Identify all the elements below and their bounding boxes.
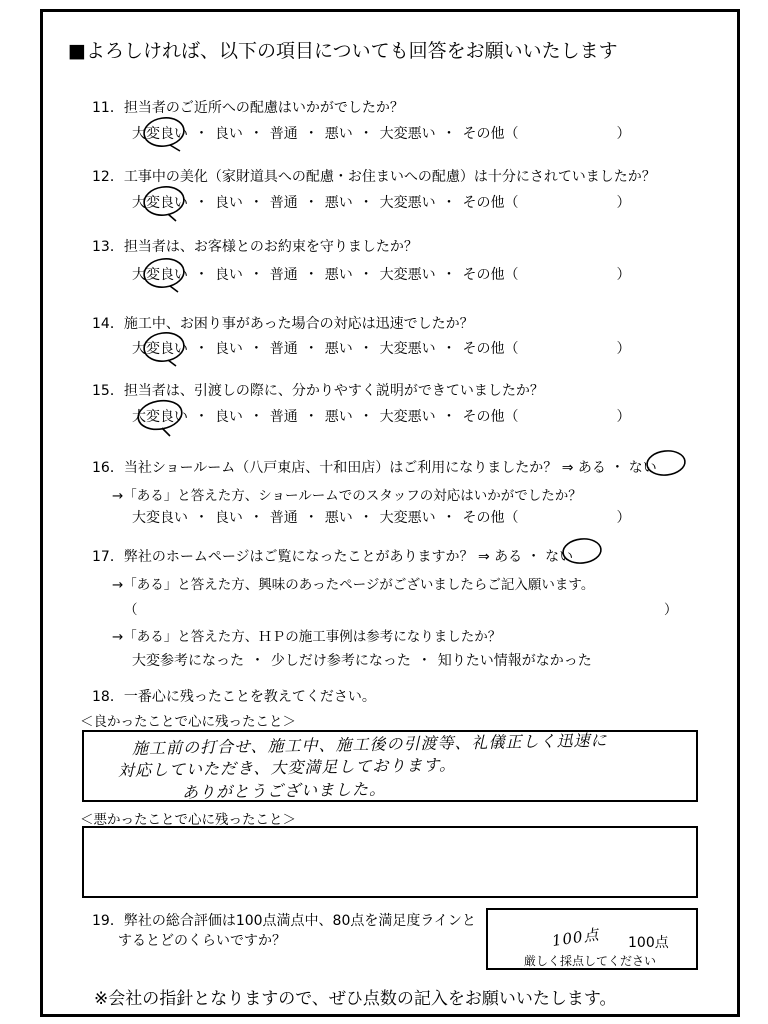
good-label: ＜良かったことで心に残ったこと＞ <box>80 714 296 730</box>
question-17: 17．弊社のホームページはご覧になったことがありますか？ ⇒ ある ・ ない <box>92 549 574 565</box>
q12-options[interactable]: 大変良い ・ 良い ・ 普通 ・ 悪い ・ 大変悪い ・ その他（ ） <box>132 195 631 211</box>
q14-options[interactable]: 大変良い ・ 良い ・ 普通 ・ 悪い ・ 大変悪い ・ その他（ ） <box>132 341 631 357</box>
q16-followup: →「ある」と答えた方、ショールームでのスタッフの対応はいかがでしたか？ <box>112 488 582 504</box>
question-13: 13．担当者は、お客様とのお約束を守りましたか？ <box>92 239 418 255</box>
q17-followup-2: →「ある」と答えた方、ＨＰの施工事例は参考になりましたか？ <box>112 629 502 645</box>
good-answer-line-1: 施工前の打合せ、施工中、施工後の引渡等、礼儀正しく迅速に <box>131 730 608 758</box>
question-19-line-1: 19．弊社の総合評価は100点満点中、80点を満足度ラインと <box>92 913 476 929</box>
bad-answer-box[interactable] <box>82 826 698 898</box>
score-max: 100点 <box>628 935 669 951</box>
question-14: 14．施工中、お困り事があった場合の対応は迅速でしたか？ <box>92 316 474 332</box>
good-answer-box[interactable] <box>82 730 698 802</box>
score-note: 厳しく採点してください <box>524 954 657 968</box>
score-box[interactable] <box>486 908 698 970</box>
section-heading: ■よろしければ、以下の項目についても回答をお願いいたします <box>68 40 618 62</box>
question-18: 18．一番心に残ったことを教えてください。 <box>92 689 376 705</box>
q17-options[interactable]: 大変参考になった ・ 少しだけ参考になった ・ 知りたい情報がなかった <box>132 653 592 669</box>
question-15: 15．担当者は、引渡しの際に、分かりやすく説明ができていましたか？ <box>92 383 544 399</box>
question-12: 12．工事中の美化（家財道具への配慮・お住まいへの配慮）は十分にされていましたか？ <box>92 169 656 185</box>
question-16: 16．当社ショールーム（八戸東店、十和田店）はご利用になりましたか？ ⇒ ある ・ ない <box>92 460 657 476</box>
q13-options[interactable]: 大変良い ・ 良い ・ 普通 ・ 悪い ・ 大変悪い ・ その他（ ） <box>132 267 631 283</box>
q11-options[interactable]: 大変良い ・ 良い ・ 普通 ・ 悪い ・ 大変悪い ・ その他（ ） <box>132 126 631 142</box>
q16-options[interactable]: 大変良い ・ 良い ・ 普通 ・ 悪い ・ 大変悪い ・ その他（ ） <box>132 510 631 526</box>
q15-options[interactable]: 大変良い ・ 良い ・ 普通 ・ 悪い ・ 大変悪い ・ その他（ ） <box>132 409 631 425</box>
q17-followup-1: →「ある」と答えた方、興味のあったページがございましたらご記入願います。 <box>112 577 595 593</box>
question-11: 11．担当者のご近所への配慮はいかがでしたか？ <box>92 100 404 116</box>
footer-note: ※会社の指針となりますので、ぜひ点数の記入をお願いいたします。 <box>94 989 617 1009</box>
q17-paren-open[interactable]: （ <box>124 602 138 618</box>
q17-paren-close: ） <box>664 602 678 618</box>
good-answer-line-3: ありがとうございました。 <box>181 779 387 802</box>
bad-label: ＜悪かったことで心に残ったこと＞ <box>80 812 296 828</box>
question-19-line-2: するとどのくらいですか？ <box>118 933 286 949</box>
score-written: 100点 <box>550 925 601 950</box>
good-answer-line-2: 対応していただき、大変満足しております。 <box>117 755 457 780</box>
